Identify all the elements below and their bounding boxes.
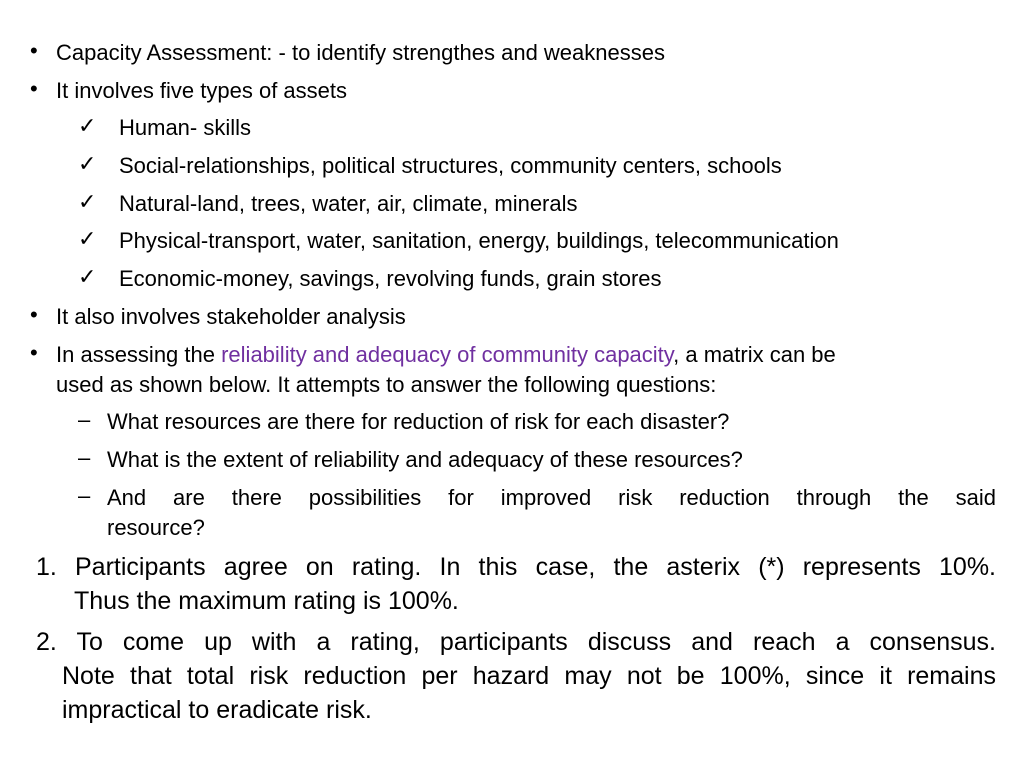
assessing-text [56,340,836,370]
numbered-para-1-rest: Thus the maximum rating is 100%. [74,587,459,615]
asset-social: Social-relationships, political structures, community centers, schools [119,153,782,178]
assessing-pre: In assessing the [56,342,222,367]
bullet-five-assets: It involves five types of assets [56,78,348,103]
numbered-para-2 [36,625,996,727]
asset-human: Human- skills [119,115,252,140]
assessing-line2: used as shown below. It attempts to answer the following questions: [56,372,717,397]
dash-icon: – [78,407,91,432]
question-extent: What is the extent of reliability and adequacy of these resources? [107,447,743,472]
asset-physical: Physical-transport, water, sanitation, energy, buildings, telecommunication [119,228,839,253]
bullet-icon: • [30,302,38,327]
checkmark-icon: ✓ [78,113,97,138]
bullet-capacity-assessment: Capacity Assessment: - to identify strengthes and weaknesses [56,40,665,65]
dash-icon: – [78,483,91,508]
dash-icon: – [78,445,91,470]
question-possibilities-line2: resource? [107,515,205,540]
numbered-para-2-rest: Note that total risk reduction per hazard may not be 100%, since it remains impractical to eradicate risk. [62,662,996,724]
numbered-para-1 [36,550,996,618]
numbered-para-1-line1: 1. Participants agree on rating. In this case, the asterix (*) represents 10%. [36,553,996,581]
assessing-post: , a matrix can be [673,342,836,367]
bullet-icon: • [30,38,38,63]
checkmark-icon: ✓ [78,189,97,214]
asset-economic: Economic-money, savings, revolving funds, grain stores [119,266,662,291]
checkmark-icon: ✓ [78,226,97,251]
bullet-assessing [56,340,996,370]
bullet-icon: • [30,340,38,365]
asset-natural: Natural-land, trees, water, air, climate, minerals [119,191,578,216]
question-possibilities: And are there possibilities for improved risk reduction through the said [107,485,996,510]
numbered-para-2-line1: 2. To come up with a rating, participants discuss and reach a consensus. [36,628,996,656]
question-resources: What resources are there for reduction of risk for each disaster? [107,409,730,434]
bullet-stakeholder: It also involves stakeholder analysis [56,304,406,329]
bullet-icon: • [30,76,38,101]
checkmark-icon: ✓ [78,151,97,176]
checkmark-icon: ✓ [78,264,97,289]
assessing-highlight: reliability and adequacy of community capacity [221,342,674,367]
